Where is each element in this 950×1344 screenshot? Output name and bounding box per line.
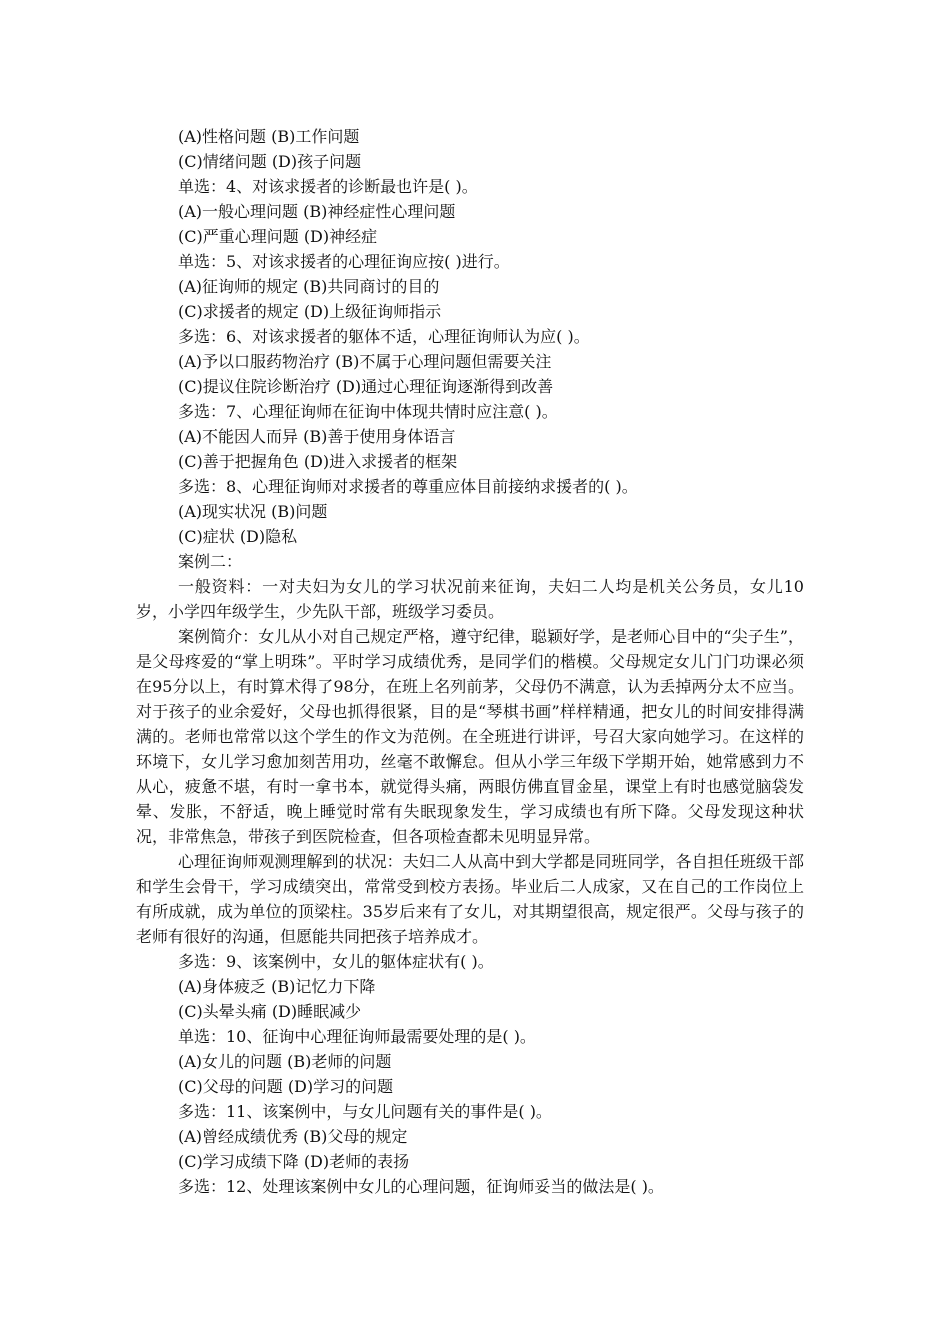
question-12: 多选：12、处理该案例中女儿的心理问题，征询师妥当的做法是( )。 bbox=[178, 1177, 664, 1196]
document-body bbox=[136, 124, 804, 1199]
q6-options-cd: (C)提议住院诊断治疗 (D)通过心理征询逐渐得到改善 bbox=[178, 377, 554, 396]
question-6: 多选：6、对该求援者的躯体不适，心理征询师认为应( )。 bbox=[178, 327, 590, 346]
case-general-info: 一般资料：一对夫妇为女儿的学习状况前来征询，夫妇二人均是机关公务员，女儿10岁，小学四年级学生，少先队干部，班级学习委员。 bbox=[136, 577, 804, 621]
q10-options-ab: (A)女儿的问题 (B)老师的问题 bbox=[178, 1052, 392, 1071]
question-10: 单选：10、征询中心理征询师最需要处理的是( )。 bbox=[178, 1027, 536, 1046]
q4-options-cd: (C)严重心理问题 (D)神经症 bbox=[178, 227, 378, 246]
question-8: 多选：8、心理征询师对求援者的尊重应体目前接纳求援者的( )。 bbox=[178, 477, 638, 496]
case-two-heading: 案例二： bbox=[178, 552, 243, 571]
q3-options-cd: (C)情绪问题 (D)孩子问题 bbox=[178, 152, 362, 171]
q10-options-cd: (C)父母的问题 (D)学习的问题 bbox=[178, 1077, 394, 1096]
question-4: 单选：4、对该求援者的诊断最也许是( )。 bbox=[178, 177, 478, 196]
q7-options-cd: (C)善于把握角色 (D)进入求援者的框架 bbox=[178, 452, 458, 471]
question-7: 多选：7、心理征询师在征询中体现共情时应注意( )。 bbox=[178, 402, 558, 421]
q4-options-ab: (A)一般心理问题 (B)神经症性心理问题 bbox=[178, 202, 456, 221]
q6-options-ab: (A)予以口服药物治疗 (B)不属于心理问题但需要关注 bbox=[178, 352, 552, 371]
q3-options-ab: (A)性格问题 (B)工作问题 bbox=[178, 127, 360, 146]
question-9: 多选：9、该案例中，女儿的躯体症状有( )。 bbox=[178, 952, 494, 971]
question-5: 单选：5、对该求援者的心理征询应按( )进行。 bbox=[178, 252, 510, 271]
counselor-observation: 心理征询师观测理解到的状况：夫妇二人从高中到大学都是同班同学，各自担任班级干部和学生会骨干，学习成绩突出，常常受到校方表扬。毕业后二人成家，又在自己的工作岗位上有所成就，成为单位的顶梁柱。35岁后来有了女儿，对其期望很高，规定很严。父母与孩子的老师有很好的沟通，但愿能共同把孩子培养成才。 bbox=[136, 852, 804, 946]
case-summary: 案例简介：女儿从小对自己规定严格，遵守纪律，聪颖好学，是老师心目中的“尖子生”，是父母疼爱的“掌上明珠”。平时学习成绩优秀，是同学们的楷模。父母规定女儿门门功课必须在95分以上，有时算术得了98分，在班上名列前茅，父母仍不满意，认为丢掉两分太不应当。对于孩子的业余爱好，父母也抓得很紧，目的是“琴棋书画”样样精通，把女儿的时间安排得满满的。老师也常常以这个学生的作文为范例。在全班进行讲评，号召大家向她学习。在这样的环境下，女儿学习愈加刻苦用功，丝毫不敢懈怠。但从小学三年级下学期开始，她常感到力不从心，疲惫不堪，有时一拿书本，就觉得头痛，两眼仿佛直冒金星，课堂上有时也感觉脑袋发晕、发胀，不舒适，晚上睡觉时常有失眠现象发生，学习成绩也有所下降。父母发现这种状况，非常焦急，带孩子到医院检查，但各项检查都未见明显异常。 bbox=[136, 627, 804, 846]
question-11: 多选：11、该案例中，与女儿问题有关的事件是( )。 bbox=[178, 1102, 552, 1121]
q11-options-cd: (C)学习成绩下降 (D)老师的表扬 bbox=[178, 1152, 410, 1171]
q8-options-ab: (A)现实状况 (B)问题 bbox=[178, 502, 328, 521]
q5-options-cd: (C)求援者的规定 (D)上级征询师指示 bbox=[178, 302, 442, 321]
q9-options-cd: (C)头晕头痛 (D)睡眠减少 bbox=[178, 1002, 362, 1021]
q8-options-cd: (C)症状 (D)隐私 bbox=[178, 527, 298, 546]
q11-options-ab: (A)曾经成绩优秀 (B)父母的规定 bbox=[178, 1127, 408, 1146]
q7-options-ab: (A)不能因人而异 (B)善于使用身体语言 bbox=[178, 427, 456, 446]
q9-options-ab: (A)身体疲乏 (B)记忆力下降 bbox=[178, 977, 376, 996]
q5-options-ab: (A)征询师的规定 (B)共同商讨的目的 bbox=[178, 277, 440, 296]
